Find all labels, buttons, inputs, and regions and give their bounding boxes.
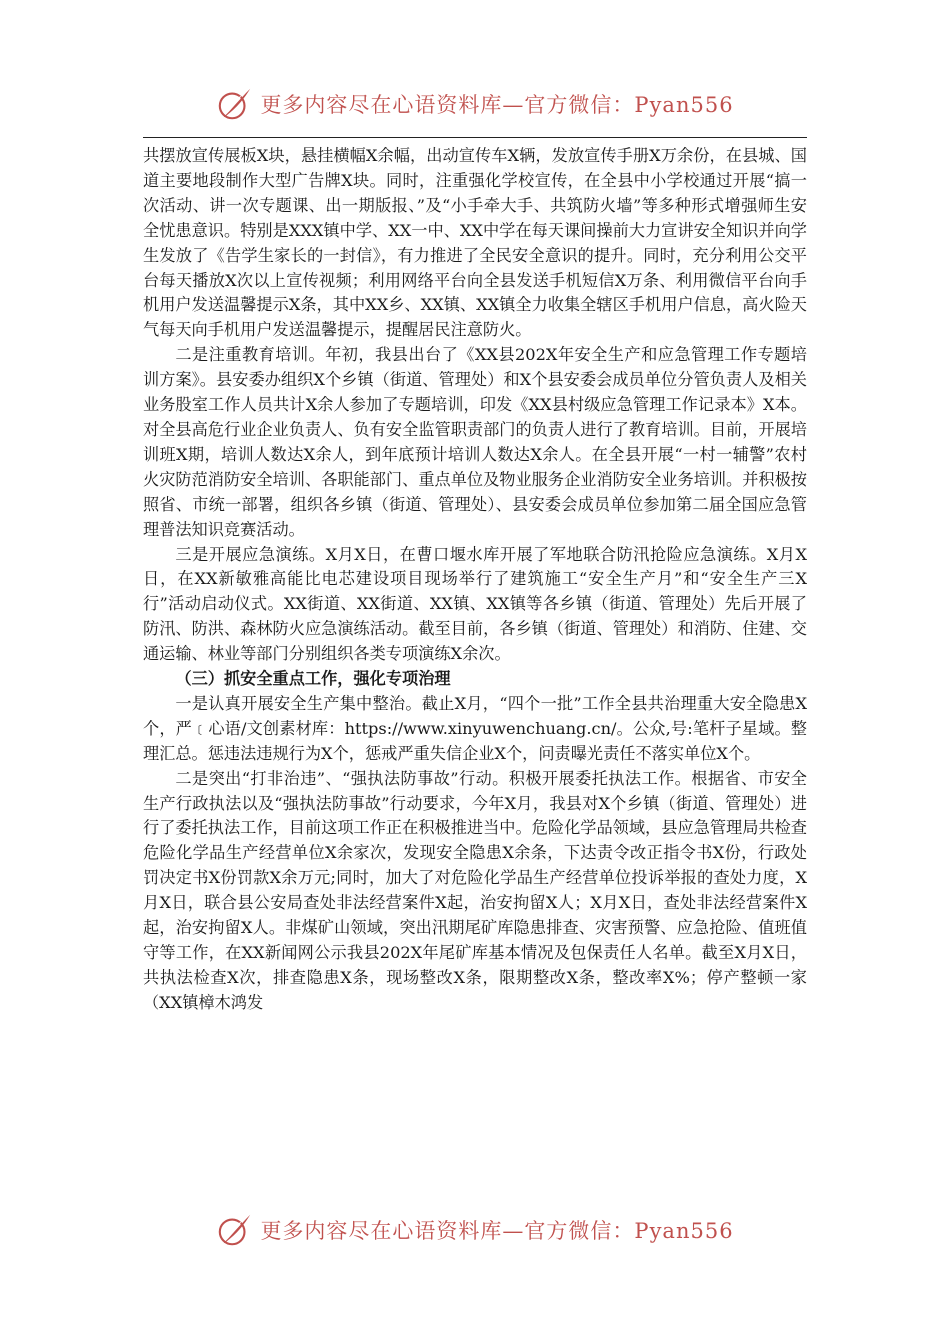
section-heading: （三）抓安全重点工作，强化专项治理	[175, 669, 451, 689]
document-body	[143, 144, 807, 1016]
quill-pen-logo-icon	[216, 85, 254, 123]
header-divider	[143, 137, 807, 138]
header-banner-text: 更多内容尽在心语资料库—官方微信：Pyan556	[260, 93, 734, 117]
footer-banner	[0, 1208, 950, 1252]
paragraph-publicity-continued: 共摆放宣传展板X块，悬挂横幅X余幅，出动宣传车X辆，发放宣传手册X万余份，在县城、国道主要地段制作大型广告牌X块。同时，注重强化学校宣传，在全县中小学校通过开展“搞一次活动、讲一次专题课、出一期版报、”及“小手牵大手、共筑防火墙”等多种形式增强师生安全忧患意识。特别是XXX镇中学、XX一中、XX中学在每天课间操前大力宣讲安全知识并向学生发放了《告学生家长的一封信》，有力推进了全民安全意识的提升。同时，充分利用公交平台每天播放X次以上宣传视频；利用网络平台向全县发送手机短信X万条、利用微信平台向手机用户发送温馨提示X条，其中XX乡、XX镇、XX镇全力收集全辖区手机用户信息，高火险天气每天向手机用户发送温馨提示，提醒居民注意防火。	[143, 146, 807, 340]
footer-banner-text: 更多内容尽在心语资料库—官方微信：Pyan556	[260, 1219, 734, 1243]
header-banner	[0, 82, 950, 126]
paragraph-education-training: 二是注重教育培训。年初，我县出台了《XX县202X年安全生产和应急管理工作专题培训方案》。县安委办组织X个乡镇（街道、管理处）和X个县安委会成员单位分管负责人及相关业务股室工作人员共计X余人参加了专题培训，印发《XX县村级应急管理工作记录本》X本。对全县高危行业企业负责人、负有安全监管职责部门的负责人进行了教育培训。目前，开展培训班X期，培训人数达X余人，到年底预计培训人数达X余人。在全县开展“一村一辅警”农村火灾防范消防安全培训、各职能部门、重点单位及物业服务企业消防安全业务培训。并积极按照省、市统一部署，组织各乡镇（街道、管理处）、县安委会成员单位参加第二届全国应急管理普法知识竞赛活动。	[143, 345, 807, 539]
paragraph-rectification: 一是认真开展安全生产集中整治。截止X月，“四个一批”工作全县共治理重大安全隐患X个，严﹝心语/文创素材库：https://www.xinyuwenchuang.cn/。公众,号:笔杆子星域。整理汇总。惩违法违规行为X个，惩戒严重失信企业X个，问责曝光责任不落实单位X个。	[143, 693, 807, 763]
paragraph-emergency-drills: 三是开展应急演练。X月X日，在曹口堰水库开展了军地联合防汛抢险应急演练。X月X日，在XX新敏雅高能比电芯建设项目现场举行了建筑施工“安全生产月”和“安全生产三X行”活动启动仪式。XX街道、XX街道、XX镇、XX镇等各乡镇（街道、管理处）先后开展了防汛、防洪、森林防火应急演练活动。截至目前，各乡镇（街道、管理处）和消防、住建、交通运输、林业等部门分别组织各类专项演练X余次。	[143, 544, 807, 664]
quill-pen-logo-icon	[216, 1211, 254, 1249]
paragraph-enforcement: 二是突出“打非治违”、“强执法防事故”行动。积极开展委托执法工作。根据省、市安全生产行政执法以及“强执法防事故”行动要求，今年X月，我县对X个乡镇（街道、管理处）进行了委托执法工作，目前这项工作正在积极推进当中。危险化学品领域，县应急管理局共检查危险化学品生产经营单位X余家次，发现安全隐患X余条，下达责令改正指令书X份，行政处罚决定书X份罚款X余万元;同时，加大了对危险化学品生产经营单位投诉举报的查处力度，X月X日，联合县公安局查处非法经营案件X起，治安拘留X人；X月X日，查处非法经营案件X起，治安拘留X人。非煤矿山领域，突出汛期尾矿库隐患排查、灾害预警、应急抢险、值班值守等工作，在XX新闻网公示我县202X年尾矿库基本情况及包保责任人名单。截至X月X日，共执法检查X次，排查隐患X条，现场整改X条，限期整改X条，整改率X%；停产整顿一家（XX镇樟木鸿发	[143, 768, 807, 1012]
